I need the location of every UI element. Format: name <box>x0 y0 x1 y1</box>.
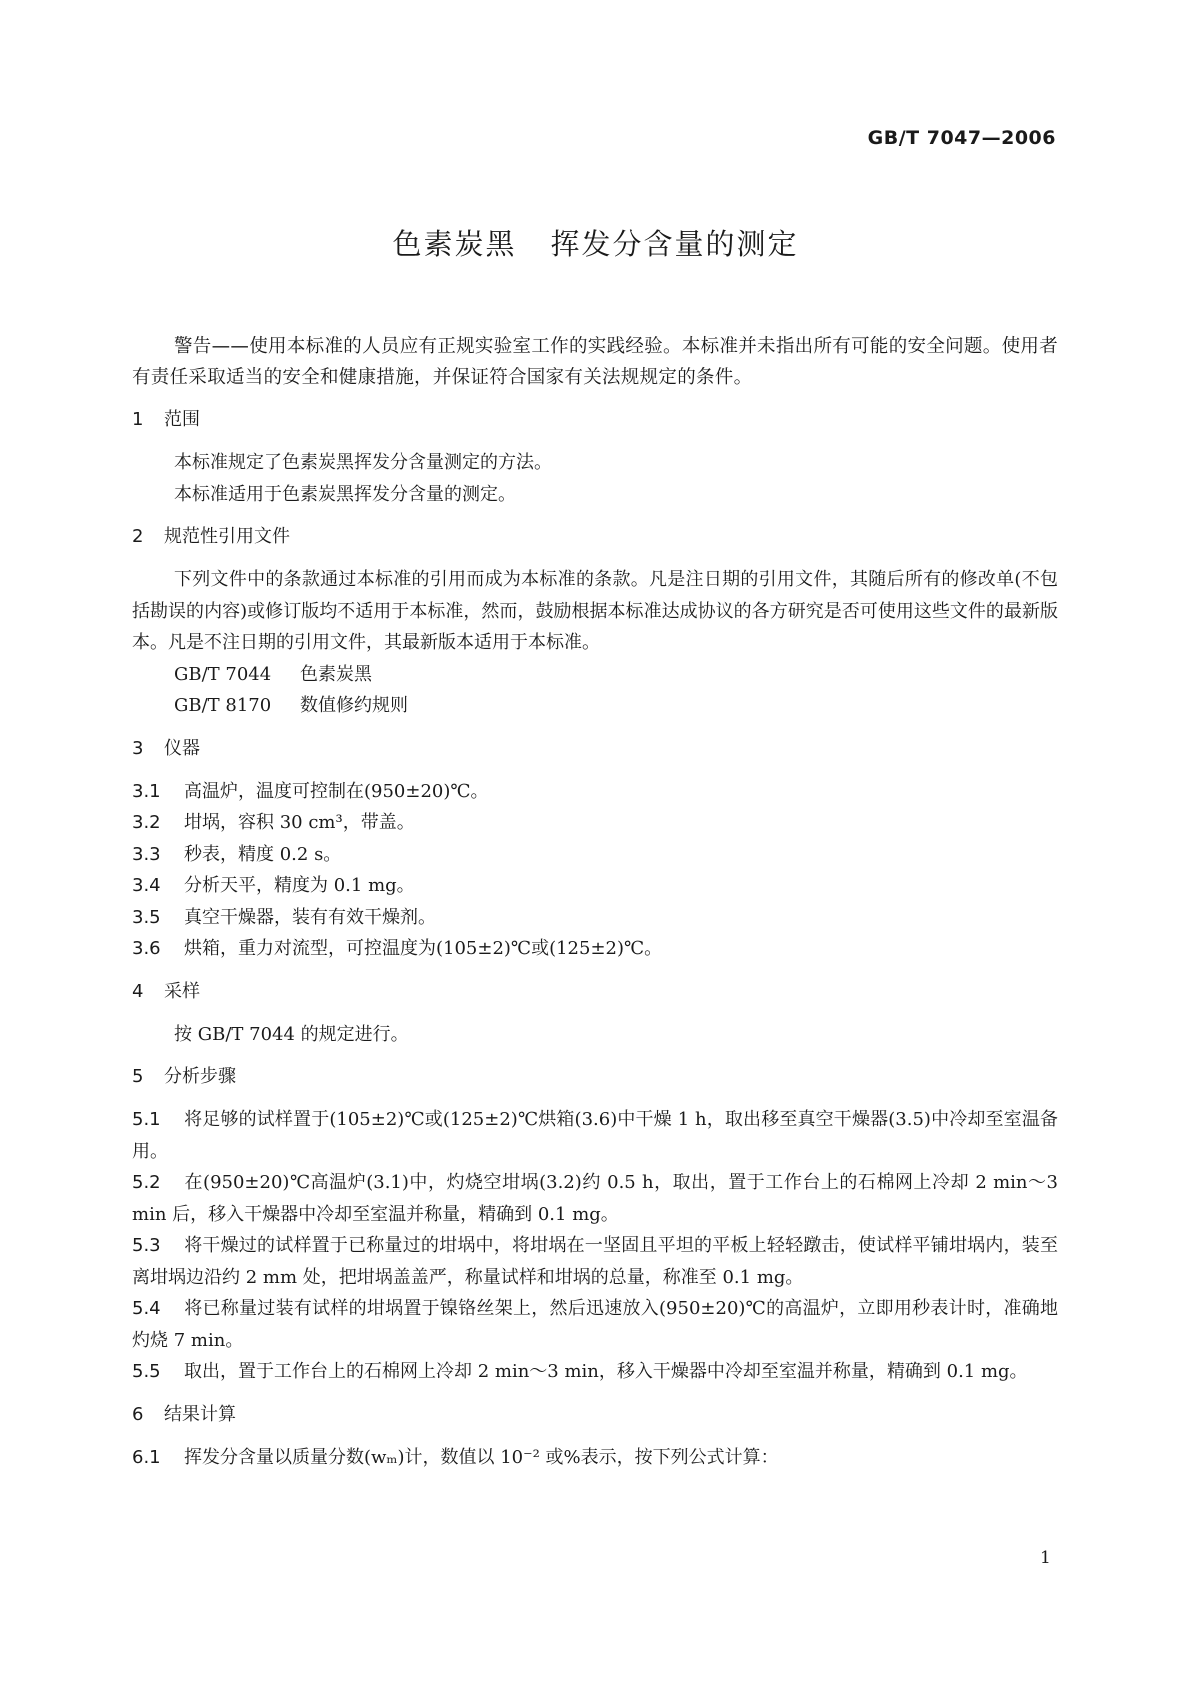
section-title: 规范性引用文件 <box>164 526 290 547</box>
clause-text: 在(950±20)℃高温炉(3.1)中，灼烧空坩埚(3.2)约 0.5 h，取出，置于工作台上的石棉网上冷却 2 min～3 min 后，移入干燥器中冷却至室温并称量，精确到 0.1 mg。 <box>132 1172 1058 1225</box>
clause-number: 5.3 <box>132 1235 161 1256</box>
clause <box>132 776 1058 808</box>
clause-number: 5.1 <box>132 1109 161 1130</box>
section-number: 5 <box>132 1066 144 1087</box>
section-heading <box>132 1402 1058 1428</box>
warning-text: 警告——使用本标准的人员应有正规实验室工作的实践经验。本标准并未指出所有可能的安全问题。使用者有责任采取适当的安全和健康措施，并保证符合国家有关法规规定的条件。 <box>132 336 1058 388</box>
document-body <box>132 331 1058 1487</box>
clause-text: 真空干燥器，装有有效干燥剂。 <box>184 906 436 928</box>
reference-name: 色素炭黑 <box>300 663 372 685</box>
reference-code: GB/T 8170 <box>174 695 272 716</box>
clause-text: 分析天平，精度为 0.1 mg。 <box>184 875 415 896</box>
section-title: 分析步骤 <box>164 1066 236 1087</box>
clause-number: 3.6 <box>132 938 161 959</box>
section-title: 范围 <box>164 409 200 430</box>
section-heading <box>132 979 1058 1005</box>
section-apparatus <box>132 736 1058 965</box>
section-normative-references <box>132 524 1058 722</box>
paragraph: 本标准规定了色素炭黑挥发分含量测定的方法。 <box>174 452 552 473</box>
reference-code: GB/T 7044 <box>174 663 272 685</box>
section-title: 结果计算 <box>164 1403 236 1425</box>
section-calculation <box>132 1402 1058 1474</box>
clause-text: 将已称量过装有试样的坩埚置于镍铬丝架上，然后迅速放入(950±20)℃的高温炉，立即用秒表计时，准确地灼烧 7 min。 <box>132 1298 1058 1351</box>
clause-number: 3.5 <box>132 906 161 928</box>
title-part-1: 色素炭黑 <box>392 227 517 261</box>
clause-number: 5.5 <box>132 1361 161 1382</box>
clause <box>132 807 1058 839</box>
clause-text: 挥发分含量以质量分数(wₘ)计，数值以 10⁻² 或%表示，按下列公式计算： <box>184 1446 779 1468</box>
clause-number: 5.2 <box>132 1172 161 1193</box>
clause <box>132 1104 1058 1167</box>
reference-item <box>132 659 1058 691</box>
section-procedure <box>132 1064 1058 1388</box>
clause <box>132 1293 1058 1356</box>
clause <box>132 1230 1058 1293</box>
clause <box>132 839 1058 871</box>
reference-item <box>132 690 1058 722</box>
section-number: 4 <box>132 980 144 1002</box>
clause-text: 烘箱，重力对流型，可控温度为(105±2)℃或(125±2)℃。 <box>184 938 663 959</box>
clause <box>132 1167 1058 1230</box>
clause-number: 6.1 <box>132 1446 161 1468</box>
clause <box>132 902 1058 934</box>
paragraph: 本标准适用于色素炭黑挥发分含量的测定。 <box>174 483 516 505</box>
reference-name: 数值修约规则 <box>300 695 408 716</box>
section-title: 仪器 <box>164 737 200 759</box>
page-number: 1 <box>1040 1548 1051 1568</box>
clause-text: 高温炉，温度可控制在(950±20)℃。 <box>184 780 489 802</box>
title-part-2: 挥发分含量的测定 <box>550 227 799 261</box>
clause <box>132 1442 1058 1474</box>
section-number: 3 <box>132 737 144 759</box>
section-number: 2 <box>132 526 144 547</box>
section-title: 采样 <box>164 980 200 1002</box>
paragraph: 按 GB/T 7044 的规定进行。 <box>174 1023 409 1045</box>
document-title <box>0 222 1191 263</box>
clause-number: 3.3 <box>132 843 161 865</box>
clause-text: 将足够的试样置于(105±2)℃或(125±2)℃烘箱(3.6)中干燥 1 h，取出移至真空干燥器(3.5)中冷却至室温备用。 <box>132 1109 1058 1162</box>
clause-text: 取出，置于工作台上的石棉网上冷却 2 min～3 min，移入干燥器中冷却至室温并称量，精确到 0.1 mg。 <box>184 1361 1028 1382</box>
section-number: 6 <box>132 1403 144 1425</box>
clause-text: 坩埚，容积 30 cm³，带盖。 <box>184 812 415 833</box>
clause-number: 5.4 <box>132 1298 161 1319</box>
clause <box>132 1356 1058 1388</box>
clause <box>132 933 1058 965</box>
section-sampling <box>132 979 1058 1051</box>
section-heading <box>132 736 1058 762</box>
clause <box>132 870 1058 902</box>
section-scope <box>132 407 1058 510</box>
clause-text: 将干燥过的试样置于已称量过的坩埚中，将坩埚在一坚固且平坦的平板上轻轻蹾击，使试样平铺坩埚内，装至离坩埚边沿约 2 mm 处，把坩埚盖盖严，称量试样和坩埚的总量，称准至 0.1 mg。 <box>132 1235 1058 1288</box>
section-heading <box>132 407 1058 433</box>
standard-code: GB/T 7047—2006 <box>867 127 1056 149</box>
section-heading <box>132 524 1058 550</box>
section-number: 1 <box>132 409 144 430</box>
paragraph: 下列文件中的条款通过本标准的引用而成为本标准的条款。凡是注日期的引用文件，其随后所有的修改单(不包括勘误的内容)或修订版均不适用于本标准，然而，鼓励根据本标准达成协议的各方研究是否可使用这些文件的最新版本。凡是不注日期的引用文件，其最新版本适用于本标准。 <box>132 569 1058 653</box>
section-heading <box>132 1064 1058 1090</box>
clause-number: 3.2 <box>132 812 161 833</box>
clause-number: 3.1 <box>132 780 161 802</box>
clause-text: 秒表，精度 0.2 s。 <box>184 843 342 865</box>
clause-number: 3.4 <box>132 875 161 896</box>
